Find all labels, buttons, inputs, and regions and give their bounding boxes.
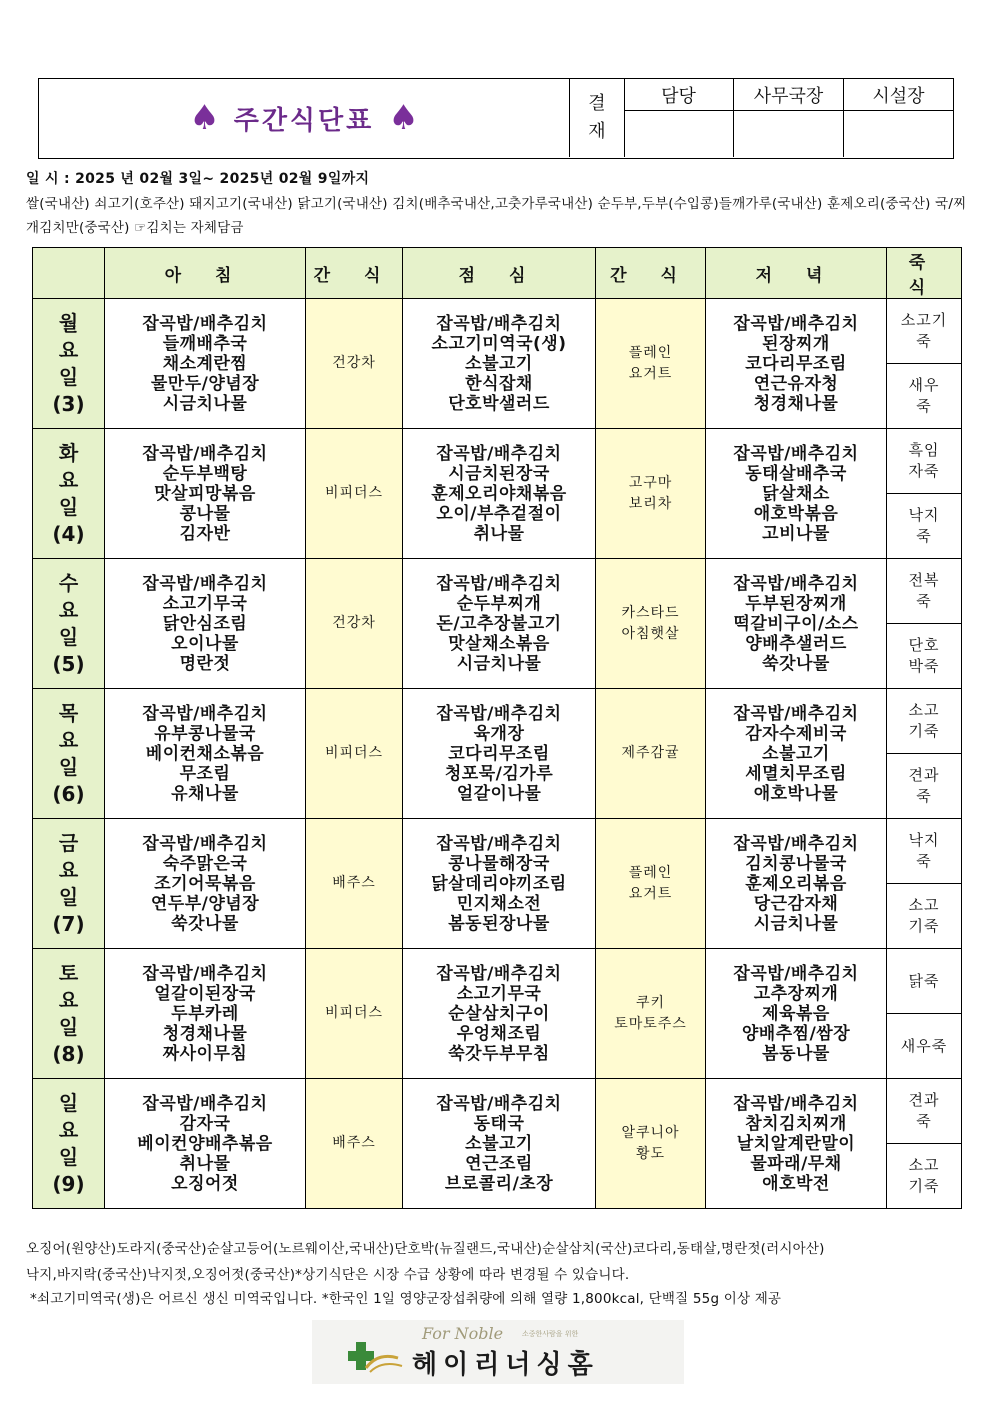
approver-director: 시설장	[844, 79, 953, 111]
approval-label: 결 재	[570, 79, 625, 157]
approval-box	[569, 79, 953, 157]
lunch-cell: 잡곡밥/배추김치 순두부찌개 돈/고추장불고기 맛살채소볶음 시금치나물	[403, 559, 596, 689]
spade-icon: ♠	[189, 98, 220, 138]
title-area	[39, 79, 569, 157]
am-snack-cell: 건강차	[306, 299, 403, 429]
weekly-menu-table	[32, 247, 962, 1209]
day-row	[33, 299, 962, 364]
am-snack-cell: 배주스	[306, 1079, 403, 1209]
lunch-cell: 잡곡밥/배추김치 소고기무국 순살삼치구이 우엉채조림 쑥갓두부무침	[403, 949, 596, 1079]
breakfast-cell: 잡곡밥/배추김치 순두부백탕 맛살피망볶음 콩나물 김자반	[105, 429, 306, 559]
signature-cell	[734, 111, 844, 157]
breakfast-cell: 잡곡밥/배추김치 들깨배추국 채소계란찜 물만두/양념장 시금치나물	[105, 299, 306, 429]
dinner-cell: 잡곡밥/배추김치 두부된장찌개 떡갈비구이/소스 양배추샐러드 쑥갓나물	[706, 559, 887, 689]
col-am-snack: 간 식	[306, 248, 403, 299]
facility-logo	[312, 1320, 684, 1384]
pm-snack-cell: 제주감귤	[596, 689, 706, 819]
pm-snack-cell: 플레인 요거트	[596, 299, 706, 429]
pm-snack-cell: 쿠키 토마토주스	[596, 949, 706, 1079]
header-box	[38, 78, 954, 159]
porridge-cell: 소고 기죽	[887, 884, 962, 949]
lunch-cell: 잡곡밥/배추김치 소고기미역국(생) 소불고기 한식잡채 단호박샐러드	[403, 299, 596, 429]
porridge-cell: 낙지 죽	[887, 819, 962, 884]
col-dinner: 저 녁	[706, 248, 887, 299]
day-label: 수 요 일 (5)	[33, 559, 105, 689]
breakfast-cell: 잡곡밥/배추김치 유부콩나물국 베이컨채소볶음 무조림 유채나물	[105, 689, 306, 819]
lunch-cell: 잡곡밥/배추김치 콩나물해장국 닭살데리야끼조림 민지채소전 봄동된장나물	[403, 819, 596, 949]
porridge-cell: 소고 기죽	[887, 1144, 962, 1209]
note-line: 낙지,바지락(중국산)낙지젓,오징어젓(중국산)*상기식단은 시장 수급 상황에 따라 변경될 수 있습니다.	[26, 1267, 630, 1283]
day-row	[33, 819, 962, 884]
day-label: 화 요 일 (4)	[33, 429, 105, 559]
col-lunch: 점 심	[403, 248, 596, 299]
am-snack-cell: 배주스	[306, 819, 403, 949]
lunch-cell: 잡곡밥/배추김치 동태국 소불고기 연근조림 브로콜리/초장	[403, 1079, 596, 1209]
logo-name: 헤이리너싱홈	[412, 1350, 599, 1380]
col-breakfast: 아 침	[105, 248, 306, 299]
am-snack-cell: 비피더스	[306, 689, 403, 819]
lunch-cell: 잡곡밥/배추김치 육개장 코다리무조림 청포묵/김가루 얼갈이나물	[403, 689, 596, 819]
porridge-cell: 소고 기죽	[887, 689, 962, 754]
day-label: 목 요 일 (6)	[33, 689, 105, 819]
spade-icon: ♠	[388, 98, 419, 138]
dinner-cell: 잡곡밥/배추김치 된장찌개 코다리무조림 연근유자청 청경채나물	[706, 299, 887, 429]
day-label: 금 요 일 (7)	[33, 819, 105, 949]
breakfast-cell: 잡곡밥/배추김치 숙주맑은국 조기어묵볶음 연두부/양념장 쑥갓나물	[105, 819, 306, 949]
am-snack-cell: 건강차	[306, 559, 403, 689]
day-label: 토 요 일 (8)	[33, 949, 105, 1079]
page-title: 주간식단표	[233, 105, 375, 136]
porridge-cell: 흑임 자죽	[887, 429, 962, 494]
porridge-cell: 견과 죽	[887, 1079, 962, 1144]
pm-snack-cell: 고구마 보리차	[596, 429, 706, 559]
pm-snack-cell: 카스타드 아침햇살	[596, 559, 706, 689]
col-porridge: 죽 식	[887, 248, 962, 299]
pm-snack-cell: 플레인 요거트	[596, 819, 706, 949]
porridge-cell: 새우 죽	[887, 364, 962, 429]
dinner-cell: 잡곡밥/배추김치 감자수제비국 소불고기 세멸치무조림 애호박나물	[706, 689, 887, 819]
signature-cell	[624, 111, 734, 157]
porridge-cell: 견과 죽	[887, 754, 962, 819]
day-label: 월 요 일 (3)	[33, 299, 105, 429]
logo-emblem-icon	[348, 1338, 404, 1378]
dinner-cell: 잡곡밥/배추김치 동태살배추국 닭살채소 애호박볶음 고비나물	[706, 429, 887, 559]
porridge-cell: 닭죽	[887, 949, 962, 1014]
approver-office-manager: 사무국장	[734, 79, 844, 111]
logo-script: For Noble	[422, 1324, 504, 1343]
period-text: 일 시 : 2025 년 02월 3일~ 2025년 02월 9일까지	[26, 171, 370, 187]
dinner-cell: 잡곡밥/배추김치 참치김치찌개 날치알계란말이 물파래/무채 애호박전	[706, 1079, 887, 1209]
origin-text: 쌀(국내산) 쇠고기(호주산) 돼지고기(국내산) 닭고기(국내산) 김치(배추국내산,고춧가루국내산) 순두부,두부(수입콩)들깨가루(국내산) 훈제오리(중국산) 국/찌개김치만(중국산) ☞김치는 자체담금	[26, 196, 967, 236]
day-row	[33, 429, 962, 494]
notes	[26, 1236, 976, 1288]
day-row	[33, 689, 962, 754]
corner-cell	[33, 248, 105, 299]
day-label: 일 요 일 (9)	[33, 1079, 105, 1209]
note-line: *쇠고기미역국(생)은 어르신 생신 미역국입니다. *한국인 1일 영양군장섭취량에 의해 열량 1,800kcal, 단백질 55g 이상 제공	[30, 1291, 782, 1307]
breakfast-cell: 잡곡밥/배추김치 얼갈이된장국 두부카레 청경채나물 짜사이무침	[105, 949, 306, 1079]
breakfast-cell: 잡곡밥/배추김치 소고기무국 닭안심조림 오이나물 명란젓	[105, 559, 306, 689]
am-snack-cell: 비피더스	[306, 429, 403, 559]
note-line: 오징어(원양산)도라지(중국산)순살고등어(노르웨이산,국내산)단호박(뉴질랜드,국내산)순살삼치(국산)코다리,동태살,명란젓(러시아산)	[26, 1241, 825, 1257]
logo-subtitle: 소중한사람을 위한	[522, 1330, 579, 1338]
porridge-cell: 전복 죽	[887, 559, 962, 624]
dinner-cell: 잡곡밥/배추김치 고추장찌개 제육볶음 양배추찜/쌈장 봄동나물	[706, 949, 887, 1079]
day-row	[33, 1079, 962, 1144]
porridge-cell: 낙지 죽	[887, 494, 962, 559]
header-row	[33, 248, 962, 299]
porridge-cell: 소고기 죽	[887, 299, 962, 364]
signature-cell	[844, 111, 953, 157]
day-row	[33, 949, 962, 1014]
lunch-cell: 잡곡밥/배추김치 시금치된장국 훈제오리야채볶음 오이/부추겉절이 취나물	[403, 429, 596, 559]
porridge-cell: 새우죽	[887, 1014, 962, 1079]
approver-staff: 담당	[624, 79, 734, 111]
dinner-cell: 잡곡밥/배추김치 김치콩나물국 훈제오리볶음 당근감자채 시금치나물	[706, 819, 887, 949]
pm-snack-cell: 알쿠니아 황도	[596, 1079, 706, 1209]
porridge-cell: 단호 박죽	[887, 624, 962, 689]
breakfast-cell: 잡곡밥/배추김치 감자국 베이컨양배추볶음 취나물 오징어젓	[105, 1079, 306, 1209]
am-snack-cell: 비피더스	[306, 949, 403, 1079]
day-row	[33, 559, 962, 624]
col-pm-snack: 간 식	[596, 248, 706, 299]
